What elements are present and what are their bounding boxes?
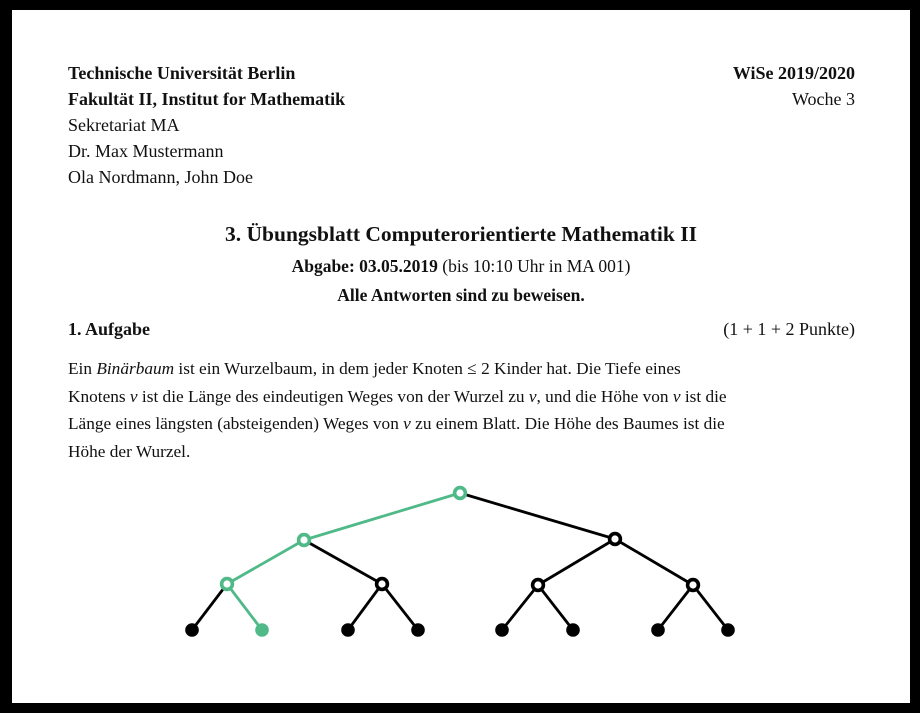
faculty-name: Fakultät II, Institut for Mathematik	[68, 89, 346, 109]
tree-edge	[304, 493, 460, 540]
secretariat-line: Sekretariat MA	[68, 115, 180, 135]
tree-leaf-node	[721, 623, 735, 637]
header-address-block	[68, 60, 345, 190]
tree-edge	[693, 585, 728, 630]
sheet-title: 3. Übungsblatt Computerorientierte Mathematik II	[225, 222, 697, 246]
tree-leaf-node	[411, 623, 425, 637]
task-number-label: 1. Aufgabe	[68, 319, 151, 339]
task-heading-row	[68, 316, 855, 342]
tree-edge	[348, 584, 382, 630]
tree-edge	[460, 493, 615, 539]
task-points-label: (1 + 1 + 2 Punkte)	[723, 319, 855, 339]
tree-leaf-node	[566, 623, 580, 637]
tree-leaf-node	[495, 623, 509, 637]
university-name: Technische Universität Berlin	[68, 63, 296, 83]
week-label: Woche 3	[791, 89, 855, 109]
tree-edge	[538, 585, 573, 630]
tree-edge	[227, 540, 304, 584]
tree-edge	[304, 540, 382, 584]
tree-internal-node	[299, 535, 310, 546]
tree-leaf-node	[255, 623, 269, 637]
tree-internal-node	[455, 488, 466, 499]
tree-edge	[227, 584, 262, 630]
header-semester-block	[733, 60, 855, 112]
due-date-line: Abgabe: 03.05.2019 (bis 10:10 Uhr in MA 001)	[291, 256, 631, 276]
tree-leaf-node	[185, 623, 199, 637]
tree-edge	[658, 585, 693, 630]
tree-edge	[538, 539, 615, 585]
task-description-paragraph: Ein Binärbaum ist ein Wurzelbaum, in dem jeder Knoten ≤ 2 Kinder hat. Die Tiefe eines Knotens v ist die Länge des eindeutigen Weges von der Wurzel zu v, und die Höhe von v ist die Länge eines längsten (absteigenden) Weges von v zu einem Blatt. Die Höhe des Baumes ist die Höhe der Wurzel.	[68, 359, 727, 461]
tree-internal-node	[610, 534, 621, 545]
tree-internal-node	[222, 579, 233, 590]
assistants-line: Ola Nordmann, John Doe	[68, 167, 253, 187]
tree-internal-node	[533, 580, 544, 591]
tree-leaf-node	[651, 623, 665, 637]
tree-edge	[615, 539, 693, 585]
tree-edge	[382, 584, 418, 630]
tree-internal-node	[377, 579, 388, 590]
tree-edge	[192, 584, 227, 630]
lecturer-line: Dr. Max Mustermann	[68, 141, 224, 161]
proof-notice: Alle Antworten sind zu beweisen.	[337, 285, 585, 305]
tree-edge	[502, 585, 538, 630]
tree-internal-node	[688, 580, 699, 591]
semester-label: WiSe 2019/2020	[732, 63, 855, 83]
tree-leaf-node	[341, 623, 355, 637]
